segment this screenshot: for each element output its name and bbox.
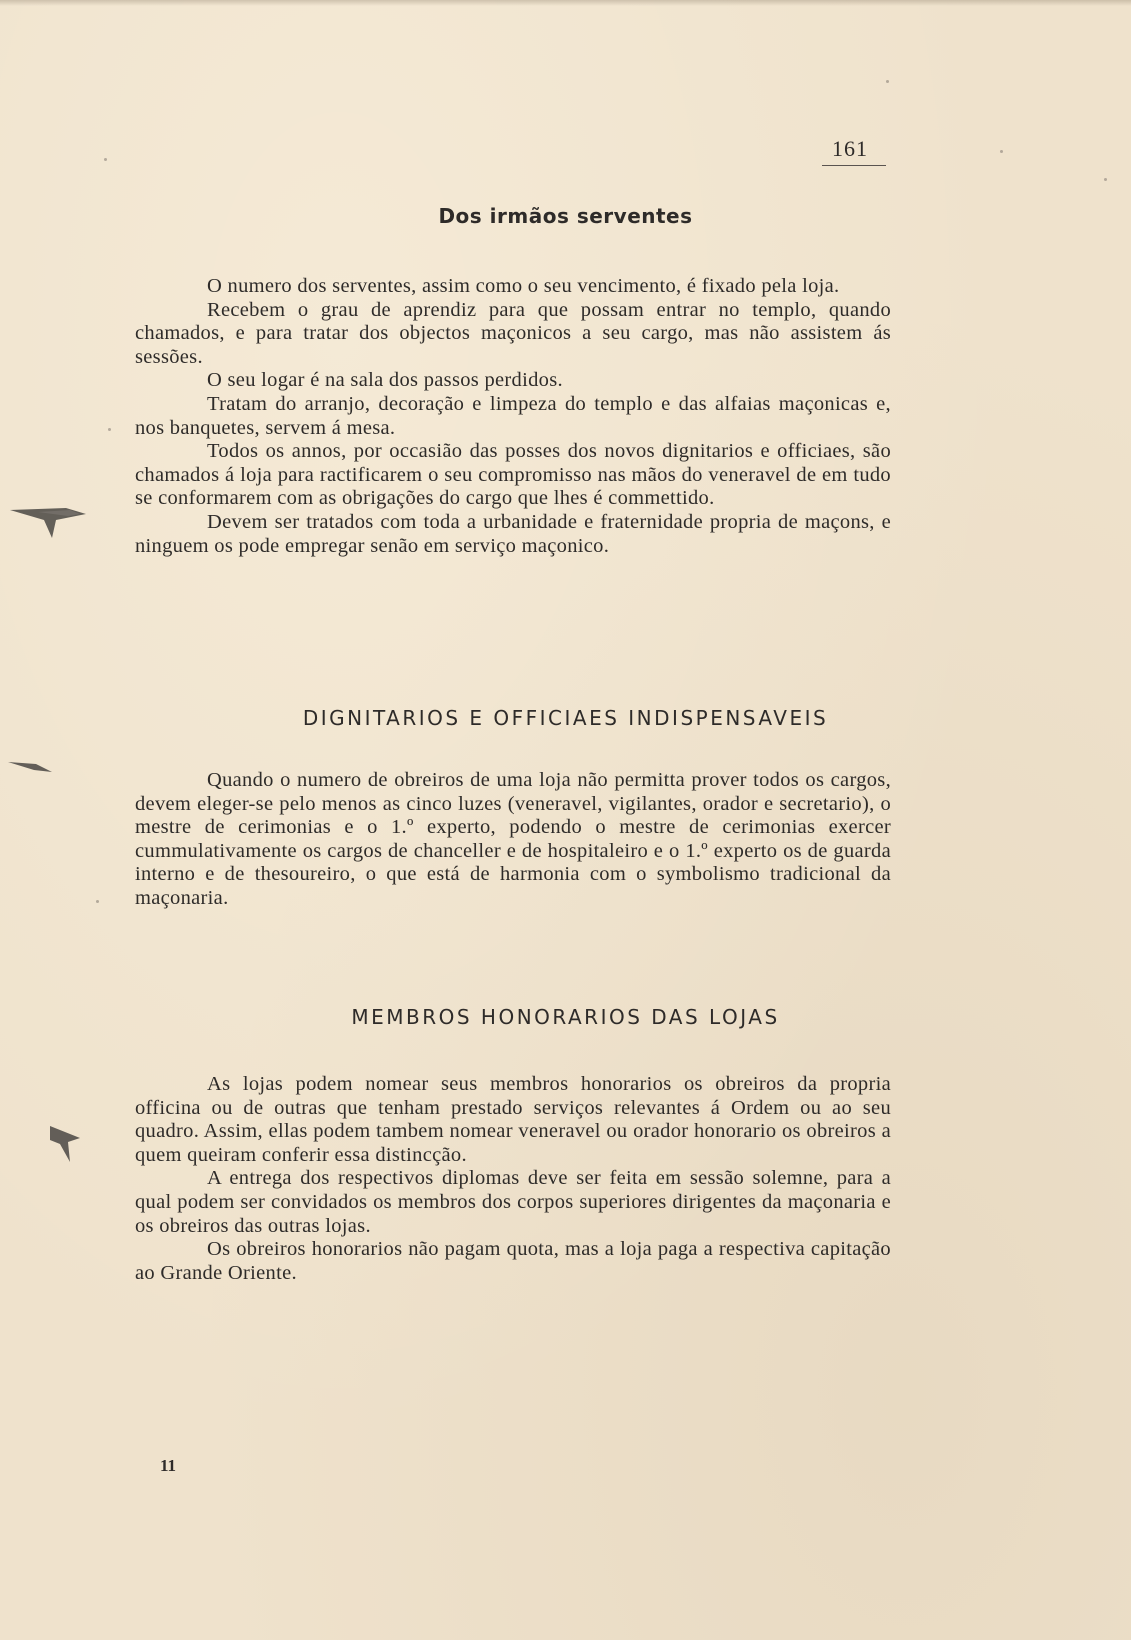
paragraph: As lojas podem nomear seus membros honorarios os obreiros da propria officina ou de outras que tenham prestado serviços relevantes á Ordem ou ao seu quadro. Assim, ellas podem tambem nomear veneravel ou orador honorario os obreiros a quem queiram conferir essa distincção. [135, 1073, 891, 1166]
section-2-body [135, 769, 891, 911]
paragraph: Os obreiros honorarios não pagam quota, mas a loja paga a respectiva capitação ao Grande Oriente. [135, 1238, 891, 1284]
paper-speck [1104, 178, 1107, 181]
paragraph: O seu logar é na sala dos passos perdidos. [207, 369, 563, 392]
binding-tack-icon [8, 498, 88, 548]
section-3-title: MEMBROS HONORARIOS DAS LOJAS [351, 1005, 780, 1029]
paragraph: A entrega dos respectivos diplomas deve ser feita em sessão solemne, para a qual podem ser convidados os membros dos corpos superiores dirigentes da maçonaria e os obreiros das outras lojas. [135, 1167, 891, 1237]
paragraph: Quando o numero de obreiros de uma loja não permitta prover todos os cargos, devem eleger-se pelo menos as cinco luzes (veneravel, vigilantes, orador e secretario), o mestre de cerimonias e o 1.º experto, podendo o mestre de cerimonias exercer cummulativamente os cargos de chanceller e de hospitaleiro e o 1.º experto os de guarda interno e de thesoureiro, o que está de harmonia com o symbolismo tradicional da maçonaria. [135, 769, 891, 909]
paragraph: Todos os annos, por occasião das posses dos novos dignitarios e officiaes, são chamados á loja para ractificarem o seu compromisso nas mãos do veneravel de em tudo se conformarem com as obrigações do cargo que lhes é commettido. [135, 440, 891, 510]
section-1-body [135, 275, 891, 558]
paper-speck [108, 428, 111, 431]
paper-speck [1000, 150, 1003, 153]
section-3-body [135, 1073, 891, 1285]
paragraph: Tratam do arranjo, decoração e limpeza do templo e das alfaias maçonicas e, nos banquetes, servem á mesa. [135, 392, 891, 439]
page-number-rule [822, 165, 886, 166]
paper-speck [886, 80, 889, 83]
binding-tack-icon [46, 1122, 86, 1166]
paragraph: Recebem o grau de aprendiz para que possam entrar no templo, quando chamados, e para tratar dos objectos maçonicos a seu cargo, mas não assistem ás sessões. [135, 298, 891, 368]
paper-speck [104, 158, 107, 161]
paper-speck [96, 900, 99, 903]
binding-tack-icon [6, 756, 56, 776]
section-2-title: DIGNITARIOS E OFFICIAES INDISPENSAVEIS [302, 706, 829, 730]
paragraph: O numero dos serventes, assim como o seu vencimento, é fixado pela loja. [207, 275, 840, 297]
page-number: 161 [832, 136, 868, 161]
paragraph: Devem ser tratados com toda a urbanidade e fraternidade propria de maçons, e ninguem os pode empregar senão em serviço maçonico. [135, 510, 891, 557]
signature-mark: 11 [160, 1456, 177, 1475]
page-top-edge [0, 0, 1131, 6]
section-1-title: Dos irmãos serventes [438, 204, 693, 228]
